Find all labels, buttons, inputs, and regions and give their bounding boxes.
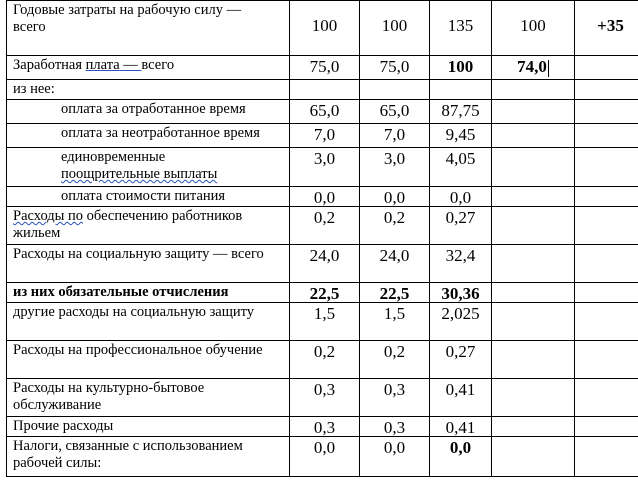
row-label: оплата за отработанное время (7, 100, 290, 124)
row-label: Налоги, связанные с использованием рабочей силы: (7, 437, 290, 477)
value-cell: 75,0 (290, 56, 360, 80)
value-cell: 4,05 (430, 148, 492, 187)
value-cell: 0,0 (290, 437, 360, 477)
value-cell: 0,0 (290, 187, 360, 207)
value-cell: 24,0 (360, 245, 430, 283)
value-cell: 75,0 (360, 56, 430, 80)
table-row (7, 80, 638, 100)
value-cell: 3,0 (360, 148, 430, 187)
row-label: оплата стоимости питания (7, 187, 290, 207)
value-cell (575, 379, 638, 417)
value-cell (492, 80, 575, 100)
value-cell: 7,0 (290, 124, 360, 148)
table-row (7, 283, 638, 303)
value-cell (492, 245, 575, 283)
row-label: Прочие расходы (7, 417, 290, 437)
value-cell: 0,41 (430, 379, 492, 417)
value-cell: 0,2 (290, 207, 360, 245)
value-cell (575, 100, 638, 124)
table-row (7, 379, 638, 417)
table-row (7, 303, 638, 341)
value-cell (575, 80, 638, 100)
value-cell: 100 (430, 56, 492, 80)
value-cell (492, 187, 575, 207)
value-cell (492, 283, 575, 303)
value-cell (575, 303, 638, 341)
table-row (7, 437, 638, 477)
value-cell (575, 187, 638, 207)
row-label: Годовые затраты на рабочую силу — всего (7, 1, 290, 56)
value-cell: 0,27 (430, 207, 492, 245)
value-cell: 24,0 (290, 245, 360, 283)
table-row (7, 341, 638, 379)
value-cell[interactable]: 74,0 (492, 56, 575, 80)
value-cell (575, 148, 638, 187)
value-cell: 30,36 (430, 283, 492, 303)
value-cell: 0,3 (290, 417, 360, 437)
value-cell (492, 437, 575, 477)
text-cursor (548, 60, 549, 77)
row-label: из них обязательные отчисления (7, 283, 290, 303)
value-cell (575, 283, 638, 303)
value-cell (430, 80, 492, 100)
value-cell (492, 207, 575, 245)
row-label: Расходы на социальную защиту — всего (7, 245, 290, 283)
table-row (7, 187, 638, 207)
row-label: другие расходы на социальную защиту (7, 303, 290, 341)
value-cell: 22,5 (290, 283, 360, 303)
row-label: Расходы на профессиональное обучение (7, 341, 290, 379)
value-cell: 0,3 (360, 417, 430, 437)
value-cell (492, 417, 575, 437)
value-cell (290, 80, 360, 100)
value-cell (575, 56, 638, 80)
value-cell: 100 (360, 1, 430, 56)
row-label: Расходы на культурно-бытовое обслуживание (7, 379, 290, 417)
table-row (7, 148, 638, 187)
row-label: Заработная плата — всего (7, 56, 290, 80)
value-cell (492, 303, 575, 341)
value-cell: 100 (492, 1, 575, 56)
row-label: Расходы по обеспечению работников жильем (7, 207, 290, 245)
value-cell: 87,75 (430, 100, 492, 124)
value-cell (575, 437, 638, 477)
row-label: оплата за неотработанное время (7, 124, 290, 148)
value-cell: 1,5 (360, 303, 430, 341)
labor-cost-table (6, 0, 638, 477)
value-cell (575, 124, 638, 148)
value-cell: 1,5 (290, 303, 360, 341)
value-cell (492, 100, 575, 124)
value-cell: 0,3 (360, 379, 430, 417)
value-cell: 22,5 (360, 283, 430, 303)
value-cell (492, 379, 575, 417)
value-cell: +35 (575, 1, 638, 56)
value-cell (492, 341, 575, 379)
value-cell: 0,2 (290, 341, 360, 379)
row-label: из нее: (7, 80, 290, 100)
value-cell: 0,2 (360, 341, 430, 379)
value-cell: 0,41 (430, 417, 492, 437)
value-cell: 65,0 (360, 100, 430, 124)
value-cell (360, 80, 430, 100)
row-label: единовременные поощрительные выплаты (7, 148, 290, 187)
value-cell: 0,3 (290, 379, 360, 417)
table-row (7, 124, 638, 148)
value-cell: 32,4 (430, 245, 492, 283)
value-cell: 7,0 (360, 124, 430, 148)
table-row (7, 1, 638, 56)
value-cell: 3,0 (290, 148, 360, 187)
table-row (7, 207, 638, 245)
value-cell: 0,0 (360, 187, 430, 207)
value-cell: 65,0 (290, 100, 360, 124)
value-cell: 9,45 (430, 124, 492, 148)
value-cell: 100 (290, 1, 360, 56)
table-row (7, 417, 638, 437)
table-row (7, 100, 638, 124)
value-cell: 0,27 (430, 341, 492, 379)
value-cell: 0,2 (360, 207, 430, 245)
table-row (7, 56, 638, 80)
value-cell (492, 148, 575, 187)
value-cell (492, 124, 575, 148)
value-cell: 0,0 (430, 187, 492, 207)
value-cell (575, 207, 638, 245)
value-cell (575, 245, 638, 283)
value-cell: 135 (430, 1, 492, 56)
table-row (7, 245, 638, 283)
value-cell (575, 341, 638, 379)
value-cell: 0,0 (360, 437, 430, 477)
value-cell (575, 417, 638, 437)
value-cell: 0,0 (430, 437, 492, 477)
value-cell: 2,025 (430, 303, 492, 341)
